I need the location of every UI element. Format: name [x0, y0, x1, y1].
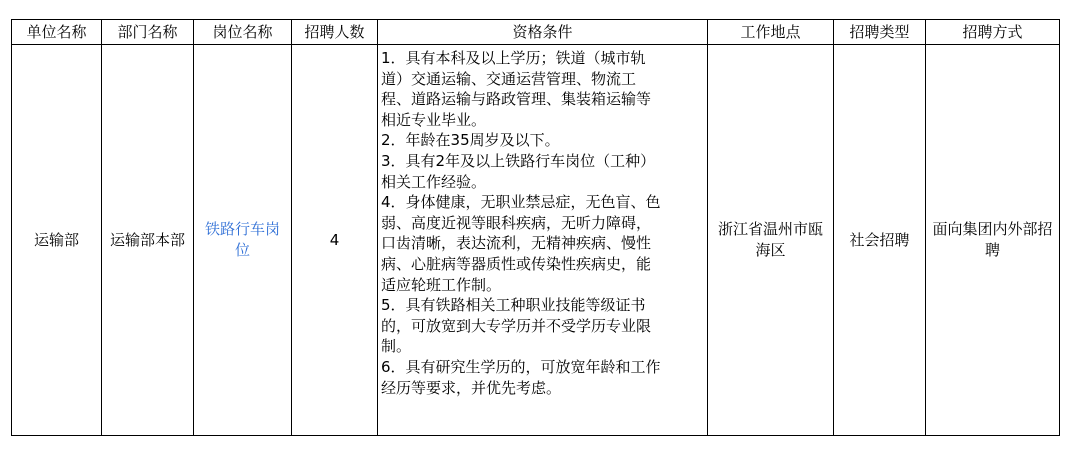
- table-header-row: [12, 20, 1060, 45]
- requirement-line: 经历等要求，并优先考虑。: [381, 378, 562, 397]
- requirement-line: 口齿清晰，表达流利，无精神疾病、慢性: [381, 234, 652, 253]
- requirement-line: 4．身体健康，无职业禁忌症，无色盲、色: [381, 193, 661, 212]
- header-count: 招聘人数: [292, 20, 378, 45]
- header-requirements: 资格条件: [378, 20, 708, 45]
- header-recruit-type: 招聘类型: [834, 20, 926, 45]
- requirement-line: 弱、高度近视等眼科疾病，无听力障碍，: [381, 213, 652, 232]
- requirement-line: 3．具有2年及以上铁路行车岗位（工种）: [381, 151, 656, 170]
- requirement-line: 5．具有铁路相关工种职业技能等级证书: [381, 296, 646, 315]
- recruitment-table: [11, 19, 1060, 436]
- header-position: 岗位名称: [194, 20, 292, 45]
- table-row: [12, 45, 1060, 436]
- cell-count: 4: [292, 45, 378, 436]
- cell-location: 浙江省温州市瓯海区: [708, 45, 834, 436]
- requirement-line: 适应轮班工作制。: [381, 275, 502, 294]
- cell-position[interactable]: [194, 45, 292, 436]
- cell-unit: 运输部: [12, 45, 102, 436]
- position-link[interactable]: 铁路行车岗位: [204, 220, 280, 259]
- cell-requirements: [378, 45, 708, 436]
- requirement-line: 病、心脏病等器质性或传染性疾病史，能: [381, 254, 652, 273]
- cell-department: 运输部本部: [102, 45, 194, 436]
- header-department: 部门名称: [102, 20, 194, 45]
- cell-recruit-type: 社会招聘: [834, 45, 926, 436]
- requirement-line: 的，可放宽到大专学历并不受学历专业限: [381, 316, 652, 335]
- requirement-line: 道）交通运输、交通运营管理、物流工: [381, 69, 637, 88]
- header-recruit-method: 招聘方式: [926, 20, 1060, 45]
- header-unit: 单位名称: [12, 20, 102, 45]
- requirement-line: 1．具有本科及以上学历；铁道（城市轨: [381, 49, 646, 67]
- requirement-line: 2．年龄在35周岁及以下。: [381, 131, 560, 150]
- requirement-line: 程、道路运输与路政管理、集装箱运输等: [381, 90, 652, 109]
- requirement-line: 制。: [381, 337, 412, 356]
- header-location: 工作地点: [708, 20, 834, 45]
- requirement-line: 相关工作经验。: [381, 172, 487, 191]
- cell-recruit-method: 面向集团内外部招聘: [926, 45, 1060, 436]
- requirement-line: 6．具有研究生学历的，可放宽年龄和工作: [381, 357, 661, 376]
- requirement-line: 相近专业毕业。: [381, 110, 487, 129]
